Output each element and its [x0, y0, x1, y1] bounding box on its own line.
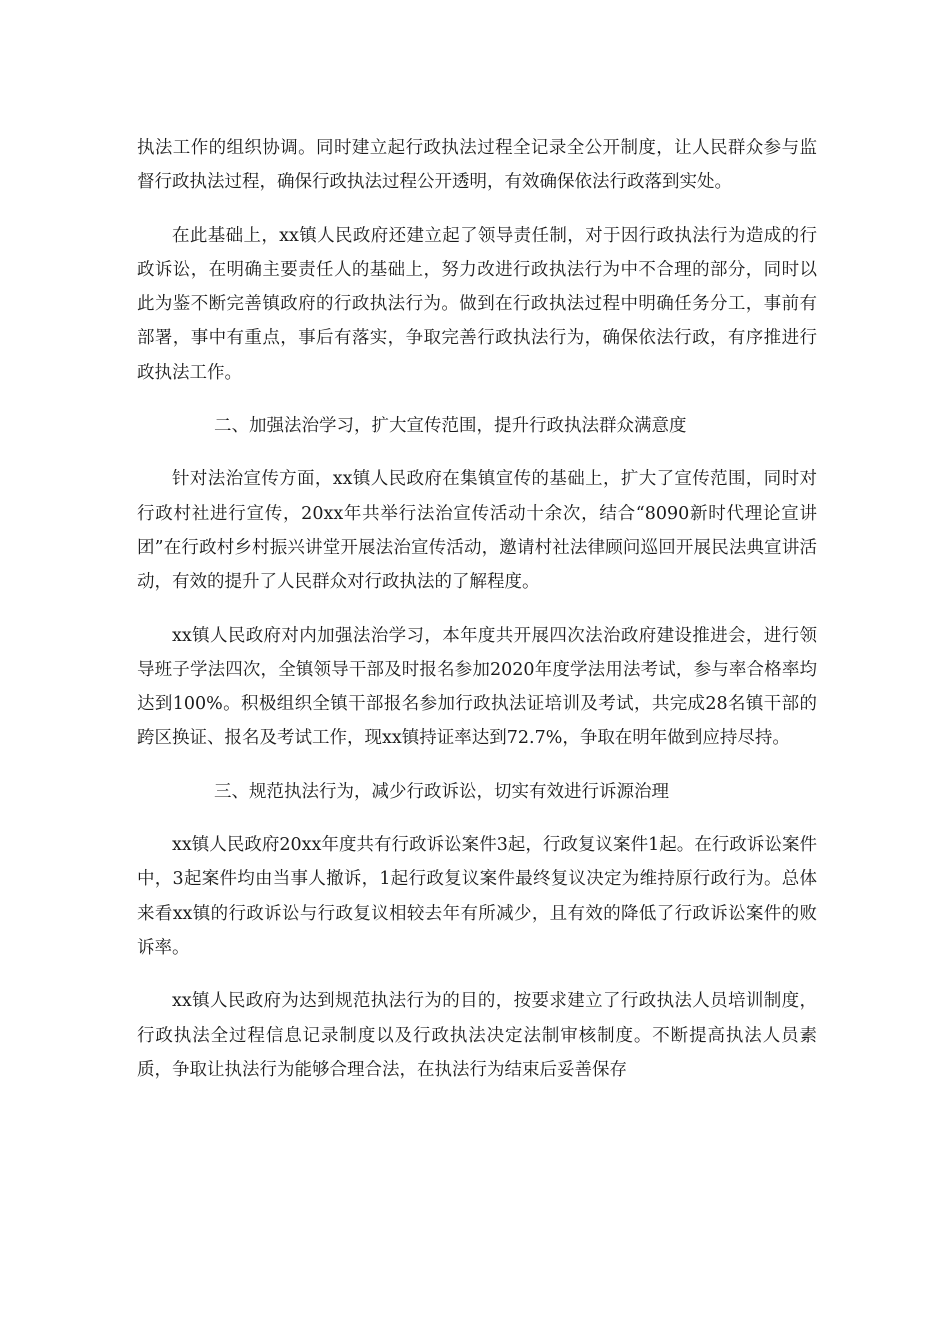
paragraph-leadership-responsibility: 在此基础上，xx镇人民政府还建立起了领导责任制，对于因行政执法行为造成的行政诉讼，在明确主要责任人的基础上，努力改进行政执法行为中不合理的部分，同时以此为鉴不断完善镇政府的行政执法行为。做到在行政执法过程中明确任务分工，事前有部署，事中有重点，事后有落实，争取完善行政执法行为，确保依法行政，有序推进行政执法工作。 — [137, 225, 817, 383]
paragraph-continued: 执法工作的组织协调。同时建立起行政执法过程全记录全公开制度，让人民群众参与监督行政执法过程，确保行政执法过程公开透明，有效确保依法行政落到实处。 — [137, 138, 817, 193]
paragraph-litigation-cases: xx镇人民政府20xx年度共有行政诉讼案件3起，行政复议案件1起。在行政诉讼案件中，3起案件均由当事人撤诉，1起行政复议案件最终复议决定为维持原行政行为。总体来看xx镇的行政诉讼与行政复议相较去年有所减少，且有效的降低了行政诉讼案件的败诉率。 — [137, 835, 817, 958]
section-heading-three: 三、规范执法行为，减少行政诉讼，切实有效进行诉源治理 — [214, 781, 669, 802]
paragraph-legal-study: xx镇人民政府对内加强法治学习，本年度共开展四次法治政府建设推进会，进行领导班子学法四次，全镇领导干部及时报名参加2020年度学法用法考试，参与率合格率均达到100%。积极组织全镇干部报名参加行政执法证培训及考试，共完成28名镇干部的跨区换证、报名及考试工作，现xx镇持证率达到72.7%，争取在明年做到应持尽持。 — [137, 625, 817, 749]
section-heading-two: 二、加强法治学习，扩大宣传范围，提升行政执法群众满意度 — [214, 416, 687, 437]
document-body — [137, 131, 817, 1106]
paragraph-enforcement-standards: xx镇人民政府为达到规范执法行为的目的，按要求建立了行政执法人员培训制度，行政执法全过程信息记录制度以及行政执法决定法制审核制度。不断提高执法人员素质，争取让执法行为能够合理合法，在执法行为结束后妥善保存 — [137, 991, 817, 1080]
paragraph-legal-publicity: 针对法治宣传方面，xx镇人民政府在集镇宣传的基础上，扩大了宣传范围，同时对行政村社进行宣传，20xx年共举行法治宣传活动十余次，结合“8090新时代理论宣讲团”在行政村乡村振兴讲堂开展法治宣传活动，邀请村社法律顾问巡回开展民法典宣讲活动，有效的提升了人民群众对行政执法的了解程度。 — [137, 469, 817, 593]
